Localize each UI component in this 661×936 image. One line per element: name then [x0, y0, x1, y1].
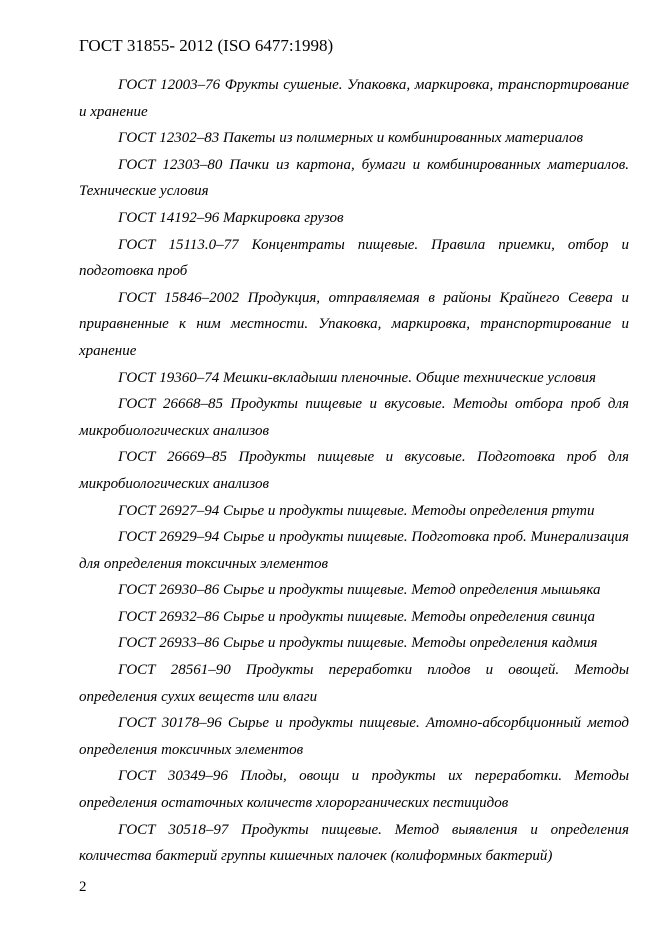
- reference-item: ГОСТ 19360–74 Мешки-вкладыши пленочные. Общие технические условия: [118, 369, 596, 386]
- reference-item: ГОСТ 28561–90 Продукты переработки плодов и овощей. Методы определения сухих веществ или влаги: [79, 662, 629, 705]
- reference-item: ГОСТ 26929–94 Сырье и продукты пищевые. Подготовка проб. Минерализация для определения токсичных элементов: [79, 529, 629, 572]
- reference-item: ГОСТ 26668–85 Продукты пищевые и вкусовые. Методы отбора проб для микробиологических анализов: [79, 396, 629, 439]
- normative-references-list: [79, 72, 629, 870]
- reference-item: ГОСТ 30178–96 Сырье и продукты пищевые. Атомно-абсорбционный метод определения токсичных элементов: [79, 715, 629, 758]
- reference-item: ГОСТ 26932–86 Сырье и продукты пищевые. Методы определения свинца: [118, 608, 595, 625]
- reference-item: ГОСТ 30518–97 Продукты пищевые. Метод выявления и определения количества бактерий группы кишечных палочек (колиформных бактерий): [79, 821, 629, 865]
- reference-item: ГОСТ 26927–94 Сырье и продукты пищевые. Методы определения ртути: [118, 502, 595, 519]
- reference-item: ГОСТ 26669–85 Продукты пищевые и вкусовые. Подготовка проб для микробиологических анализов: [79, 449, 629, 492]
- reference-item: ГОСТ 26930–86 Сырье и продукты пищевые. Метод определения мышьяка: [118, 582, 601, 599]
- reference-item: ГОСТ 15846–2002 Продукция, отправляемая в районы Крайнего Севера и приравненные к ним местности. Упаковка, маркировка, транспортирование и хранение: [79, 289, 629, 359]
- reference-item: ГОСТ 26933–86 Сырье и продукты пищевые. Методы определения кадмия: [118, 635, 598, 652]
- document-header: ГОСТ 31855- 2012 (ISO 6477:1998): [79, 36, 334, 55]
- reference-item: ГОСТ 30349–96 Плоды, овощи и продукты их переработки. Методы определения остаточных количеств хлорорганических пестицидов: [79, 768, 629, 812]
- reference-item: ГОСТ 12302–83 Пакеты из полимерных и комбинированных материалов: [118, 130, 584, 147]
- reference-item: ГОСТ 12003–76 Фрукты сушеные. Упаковка, маркировка, транспортирование и хранение: [79, 77, 629, 120]
- page-number: 2: [79, 879, 87, 895]
- reference-item: ГОСТ 14192–96 Маркировка грузов: [118, 209, 344, 226]
- reference-item: ГОСТ 15113.0–77 Концентраты пищевые. Правила приемки, отбор и подготовка проб: [79, 236, 629, 280]
- reference-item: ГОСТ 12303–80 Пачки из картона, бумаги и комбинированных материалов. Технические условия: [79, 156, 629, 200]
